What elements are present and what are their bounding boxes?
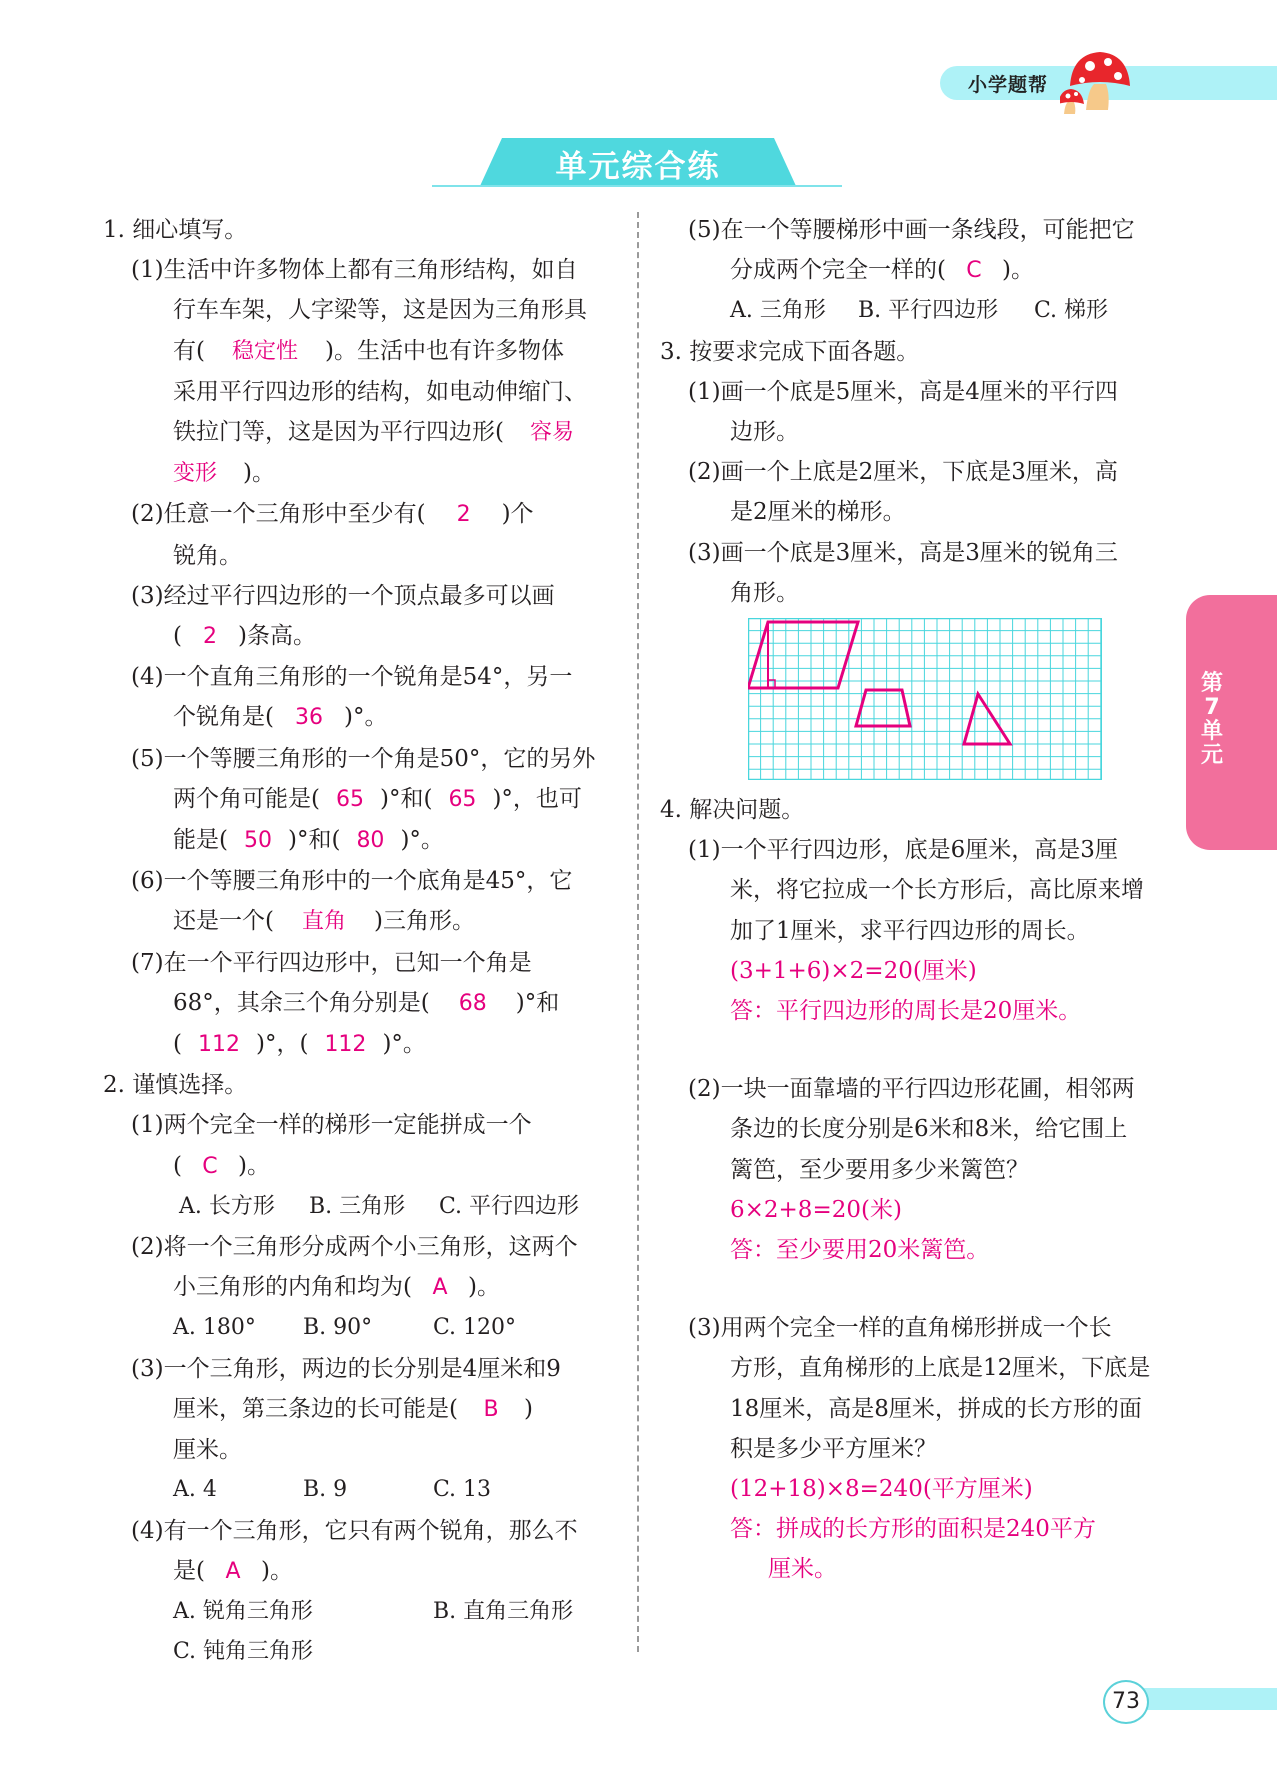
column-divider: [637, 212, 639, 1652]
question-1-3: (3)经过平行四边形的一个顶点最多可以画 ( 2 )条高。: [103, 576, 623, 657]
question-1-2: (2)任意一个三角形中至少有( 2 )个 锐角。: [103, 494, 623, 575]
answer-blank: 50: [243, 828, 272, 854]
answer-blank: 65: [335, 786, 364, 812]
answer-statement: 答：平行四边形的周长是20厘米。: [730, 998, 1082, 1025]
question-3-3: (3)画一个底是3厘米，高是3厘米的锐角三 角形。: [688, 539, 1118, 606]
answer-statement: 答：至少要用20米篱笆。: [730, 1237, 990, 1264]
unit-tab-label: 第 7 单 元: [1200, 671, 1223, 768]
question-1-4: (4)一个直角三角形的一个锐角是54°，另一 个锐角是( 36 )°。: [103, 657, 623, 738]
answer-statement-cont: 厘米。: [768, 1556, 837, 1583]
section-heading: 4. 解决问题。: [660, 797, 805, 823]
question-1-7: (7)在一个平行四边形中，已知一个角是 68°，其余三个角分别是( 68 )°和 ( 112 )°，( 112 )°。: [103, 943, 623, 1066]
question-2-3: (3)一个三角形，两边的长分别是4厘米和9 厘米，第三条边的长可能是( B ) 厘米。 A. 4 B. 9 C. 13: [103, 1349, 623, 1511]
answer-blank: B: [483, 1396, 499, 1422]
answer-blank: 112: [324, 1032, 367, 1058]
page-title: 单元综合练: [555, 149, 721, 185]
section-heading: 1. 细心填写。: [103, 217, 248, 243]
answer-blank: 80: [356, 828, 385, 854]
answer-blank: 变形: [173, 461, 218, 487]
options-row: A. 4 B. 9 C. 13: [173, 1477, 492, 1503]
drawn-trapezoid: [856, 690, 910, 726]
answer-calculation: (12+18)×8=240(平方厘米): [730, 1476, 1033, 1503]
question-2-1: (1)两个完全一样的梯形一定能拼成一个 ( C )。 A. 长方形 B. 三角形 C. 平行四边形: [103, 1105, 623, 1227]
question-1-5: (5)一个等腰三角形的一个角是50°，它的另外 两个角可能是( 65 )°和( 65 )°，也可 能是( 50 )°和( 80 )°。: [103, 739, 623, 862]
options-row: A. 三角形 B. 平行四边形 C. 梯形: [730, 298, 1109, 324]
drawing-grid: [748, 618, 1102, 780]
answer-blank: 2: [456, 502, 471, 528]
answer-blank: 稳定性: [231, 338, 298, 364]
answer-blank: A: [432, 1275, 448, 1301]
right-column-lower: [660, 790, 1180, 1590]
question-1-1: (1)生活中许多物体上都有三角形结构，如自 行车车架，人字梁等，这是因为三角形具 有( 稳定性 )。生活中也有许多物体 采用平行四边形的结构，如电动伸缩门、 铁拉门等，这是因为平行四边形( 容易 变形 )。: [131, 257, 587, 487]
question-2-4: (4)有一个三角形，它只有两个锐角，那么不 是( A )。 A. 锐角三角形 B. 直角三角形 C. 钝角三角形: [103, 1511, 623, 1673]
right-column: [660, 210, 1180, 613]
section-heading: 2. 谨慎选择。: [103, 1072, 248, 1099]
drawn-parallelogram: [748, 622, 858, 688]
answer-blank: 68: [458, 990, 487, 1016]
section-heading: 3. 按要求完成下面各题。: [660, 338, 920, 365]
answer-blank: C: [966, 258, 982, 284]
question-3-1: (1)画一个底是5厘米，高是4厘米的平行四 边形。: [688, 378, 1118, 446]
question-4-1: (1)一个平行四边形，底是6厘米，高是3厘 米，将它拉成一个长方形后，高比原来增 加了1厘米，求平行四边形的周长。 (3+1+6)×2=20(厘米) 答：平行四边形的周长是20厘米。: [660, 830, 1180, 1031]
answer-blank: 2: [202, 624, 217, 650]
options-row: A. 180° B. 90° C. 120°: [173, 1315, 517, 1341]
question-1-6: (6)一个等腰三角形中的一个底角是45°，它 还是一个( 直角 )三角形。: [103, 861, 623, 942]
options-row: A. 长方形 B. 三角形 C. 平行四边形: [179, 1193, 580, 1219]
answer-blank: C: [202, 1153, 218, 1179]
answer-blank: 112: [197, 1032, 240, 1058]
answer-blank: 容易: [529, 420, 574, 446]
brand-name: 小学题帮: [968, 74, 1049, 96]
question-2-2: (2)将一个三角形分成两个小三角形，这两个 小三角形的内角和均为( A )。 A. 180° B. 90° C. 120°: [103, 1227, 623, 1349]
question-4-2: (2)一块一面靠墙的平行四边形花圃，相邻两 条边的长度分别是6米和8米，给它围上 篱笆，至少要用多少米篱笆？ 6×2+8=20(米) 答：至少要用20米篱笆。: [660, 1069, 1180, 1270]
page-number: 73: [1103, 1680, 1149, 1724]
mushroom-icon: [1060, 44, 1140, 116]
answer-blank: 直角: [301, 909, 346, 935]
question-3-2: (2)画一个上底是2厘米，下底是3厘米，高 是2厘米的梯形。: [688, 459, 1118, 526]
answer-calculation: (3+1+6)×2=20(厘米): [730, 957, 977, 984]
answer-blank: 65: [448, 786, 477, 812]
question-4-3: (3)用两个完全一样的直角梯形拼成一个长 方形，直角梯形的上底是12厘米，下底是 18厘米，高是8厘米，拼成的长方形的面 积是多少平方厘米？ (12+18)×8=240(平方厘米) 答：拼成的长方形的面积是240平方 厘米。: [660, 1308, 1180, 1589]
left-column: [103, 210, 623, 1672]
answer-blank: A: [225, 1558, 241, 1584]
question-2-5: (5)在一个等腰梯形中画一条线段，可能把它 分成两个完全一样的( C )。 A. 三角形 B. 平行四边形 C. 梯形: [660, 210, 1180, 332]
answer-statement: 答：拼成的长方形的面积是240平方: [730, 1516, 1096, 1543]
answer-blank: 36: [294, 705, 323, 731]
page-number-bar: [1140, 1688, 1277, 1710]
options-row: A. 锐角三角形 B. 直角三角形: [173, 1598, 574, 1624]
answer-calculation: 6×2+8=20(米): [730, 1196, 902, 1223]
